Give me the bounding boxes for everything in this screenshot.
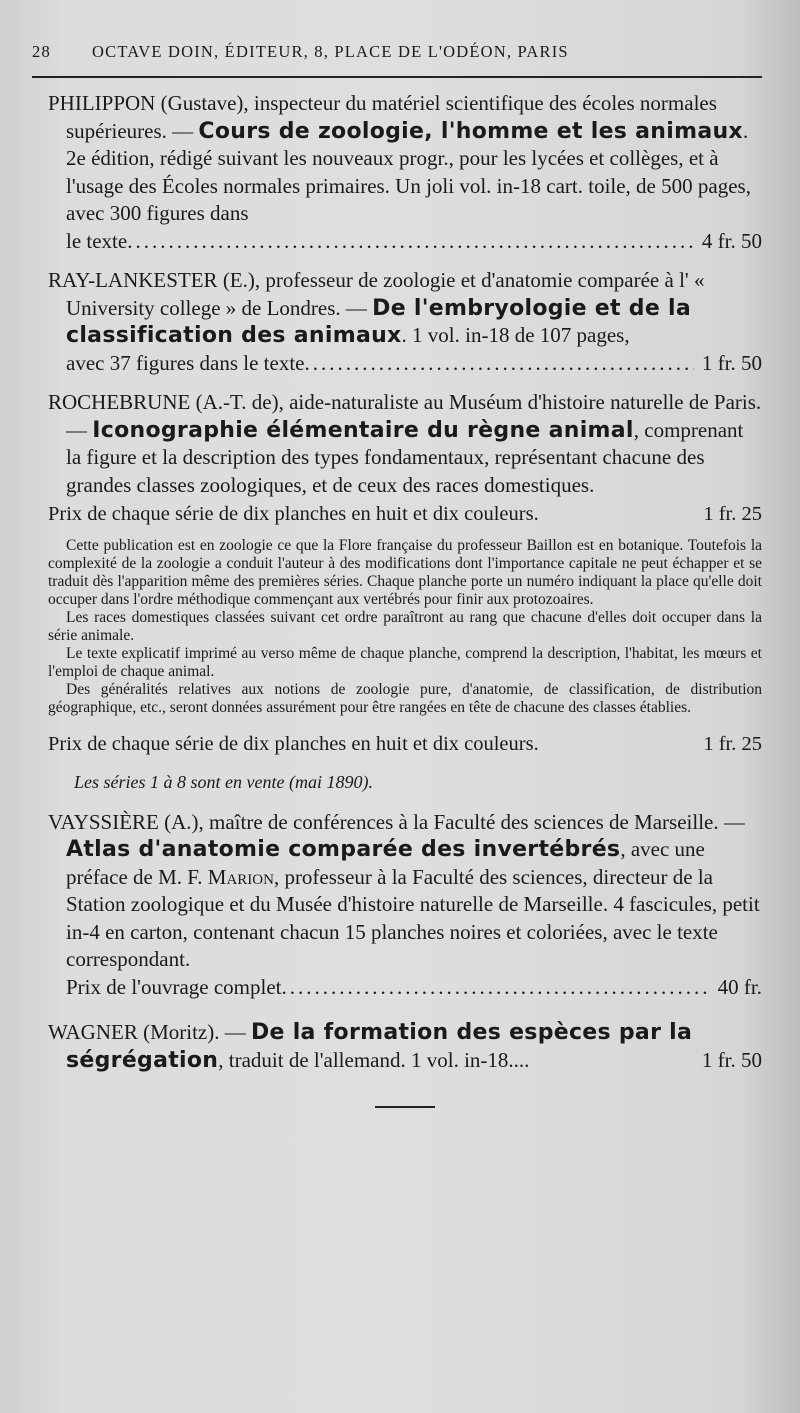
entry-author: VAYSSIÈRE (A.),: [48, 809, 204, 834]
entry-details: , traduit de l'allemand. 1 vol. in-18....: [218, 1047, 530, 1072]
catalog-entry-ray-lankester: [48, 267, 762, 377]
price-value: 1 fr. 50: [701, 350, 762, 375]
note-paragraph: Des généralités relatives aux notions de zoologie pure, d'anatomie, de classification, de distribution géographique, etc., seront données assurément pour être rangées en tête de chacune des classes établies.: [48, 680, 762, 716]
series-price-label: Prix de chaque série de dix planches en huit et dix couleurs.: [48, 503, 539, 525]
series-price-line-repeat: [48, 733, 762, 756]
price-line: [48, 974, 762, 1002]
entry-details-cont: , professeur à la Faculté des sciences, directeur de la Station zoologique et du Musée d'histoire naturelle de Marseille. 4 fascicules, petit in-4 en carton, contenant chacun 15 planches noires et coloriées, avec le texte correspondant.: [66, 864, 760, 971]
entry-details: . 1 vol. in-18 de 107 pages,: [401, 323, 630, 347]
price-line: [48, 350, 762, 378]
entry-description: inspecteur du matériel scientifique des écoles normales supérieures. —: [66, 91, 717, 143]
price-value: 1 fr. 50: [701, 1047, 762, 1072]
entry-details: , avec une préface de M. F.: [66, 837, 705, 889]
series-price-value: 1 fr. 25: [703, 732, 762, 755]
leader-dots: [127, 228, 694, 256]
series-price-line: [48, 501, 762, 529]
entry-description: aide-naturaliste au Muséum d'histoire naturelle de Paris. —: [66, 390, 762, 442]
entry-author: PHILIPPON (Gustave),: [48, 91, 249, 115]
entry-author: WAGNER (Moritz).: [48, 1020, 220, 1044]
leader-dots: [281, 974, 709, 1002]
price-label: Prix de l'ouvrage complet: [66, 974, 282, 999]
series-price-value: 1 fr. 25: [703, 503, 762, 525]
catalog-entry-vayssiere: [48, 809, 762, 1002]
entry-name-marion: Marion: [207, 864, 274, 889]
entry-description: maître de conférences à la Faculté des sciences de Marseille. —: [203, 809, 745, 834]
note-paragraph: Les races domestiques classées suivant cet ordre paraîtront au rang que chacune d'elles doit occuper dans la série animale.: [48, 608, 762, 644]
entry-title: De la formation des espèces par la ségrégation: [66, 1020, 693, 1073]
price-line: [48, 228, 762, 256]
note-paragraph: Cette publication est en zoologie ce que la Flore française du professeur Baillon est en botanique. Toutefois la complexité de la zoologie a conduit l'auteur à des modifications dont l'importance capitale ne peut échapper et se traduit dès l'apparition même des premières séries. Chaque planche porte un numéro indiquant la place qu'elle doit occuper dans l'ordre méthodique commençant aux vertébrés pour finir aux protozoaires.: [48, 536, 762, 608]
catalog-entry-philippon: [48, 90, 762, 255]
series-price-label: Prix de chaque série de dix planches en huit et dix couleurs.: [48, 732, 539, 755]
price-value: 40 fr.: [717, 974, 762, 999]
rochebrune-notes: [48, 537, 762, 717]
entry-author: RAY-LANKESTER (E.),: [48, 268, 261, 292]
entry-title: Cours de zoologie, l'homme et les animaux: [198, 118, 743, 144]
price-value: 4 fr. 50: [701, 228, 762, 253]
entry-details: . 2e édition, rédigé suivant les nouveaux progr., pour les lycées et collèges, et à l'usage des Écoles normales primaires. Un joli vol. in-18 cart. toile, de 500 pages, avec 300 figures dans: [66, 118, 751, 225]
leader-dots: [305, 350, 694, 378]
page-number: 28: [32, 42, 51, 61]
entry-title: Iconographie élémentaire du règne animal: [92, 417, 634, 443]
price-label: avec 37 figures dans le texte: [66, 350, 305, 375]
catalog-entry-wagner: [48, 1019, 762, 1074]
entry-title: Atlas d'anatomie comparée des invertébrés: [66, 837, 621, 862]
note-paragraph: Le texte explicatif imprimé au verso même de chaque planche, comprend la description, l'habitat, les mœurs et l'emploi de chaque animal.: [48, 644, 762, 680]
catalog-entry-rochebrune: [48, 389, 762, 529]
entry-author: ROCHEBRUNE (A.-T. de),: [48, 390, 284, 414]
entry-details: , comprenant la figure et la description des types fondamentaux, représentant chacune des grandes classes zoologiques, et de ceux des races domestiques.: [66, 417, 744, 497]
entry-description: —: [219, 1020, 251, 1044]
entry-title: De l'embryologie et de la classification des animaux: [66, 295, 692, 348]
running-header: [32, 42, 762, 78]
header-text: OCTAVE DOIN, ÉDITEUR, 8, PLACE DE L'ODÉON, PARIS: [92, 42, 569, 61]
entry-description: professeur de zoologie et d'anatomie comparée à l' « University college » de Londres. —: [66, 268, 705, 320]
on-sale-note: Les séries 1 à 8 sont en vente (mai 1890).: [74, 771, 373, 792]
end-rule: [375, 1106, 435, 1108]
price-label: le texte: [66, 228, 128, 253]
